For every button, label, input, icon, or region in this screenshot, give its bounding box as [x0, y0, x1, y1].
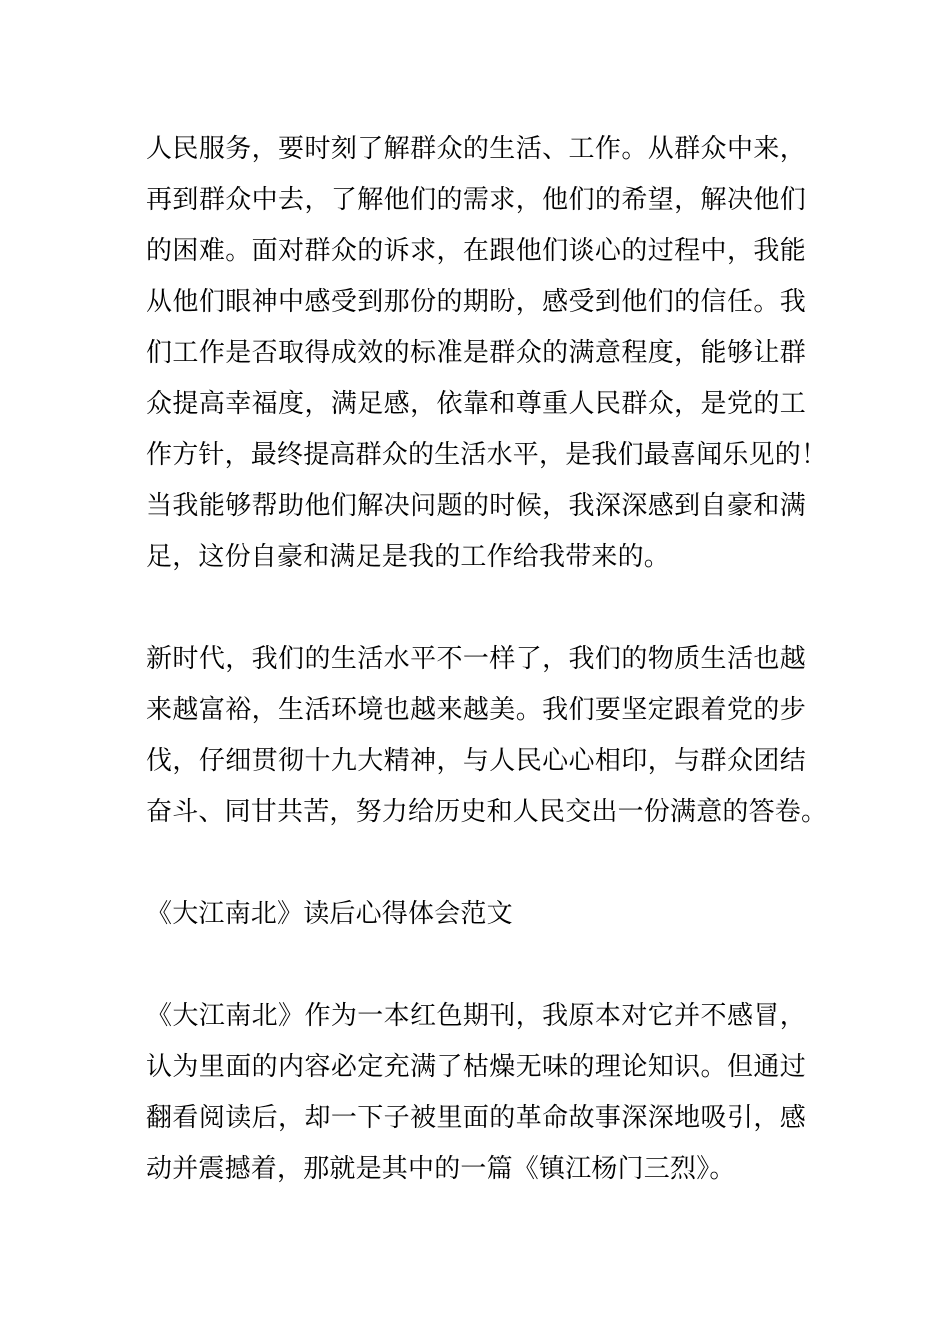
paragraph-new-era — [146, 634, 828, 838]
text-line: 翻看阅读后，却一下子被里面的革命故事深深地吸引，感 — [146, 1103, 806, 1133]
text-line: 的困难。面对群众的诉求，在跟他们谈心的过程中，我能 — [146, 236, 806, 266]
paragraph-spacer — [146, 838, 806, 889]
text-line: 当我能够帮助他们解决问题的时候，我深深感到自豪和满 — [146, 491, 806, 521]
paragraph-review — [146, 991, 806, 1195]
text-line: 来越富裕，生活环境也越来越美。我们要坚定跟着党的步 — [146, 695, 806, 725]
document-body — [146, 124, 828, 1195]
text-line: 认为里面的内容必定充满了枯燥无味的理论知识。但通过 — [146, 1052, 806, 1082]
text-line: 从他们眼神中感受到那份的期盼，感受到他们的信任。我 — [146, 287, 806, 317]
text-line: 人民服务，要时刻了解群众的生活、工作。从群众中来， — [146, 134, 806, 164]
text-line: 众提高幸福度，满足感，依靠和尊重人民群众，是党的工 — [146, 389, 806, 419]
text-line: 奋斗、同甘共苦，努力给历史和人民交出一份满意的答卷。 — [146, 797, 828, 827]
text-line: 《大江南北》作为一本红色期刊，我原本对它并不感冒， — [146, 1001, 806, 1031]
text-line: 动并震撼着，那就是其中的一篇《镇江杨门三烈》。 — [146, 1154, 736, 1184]
text-line: 新时代，我们的生活水平不一样了，我们的物质生活也越 — [146, 644, 806, 674]
section-heading: 《大江南北》读后心得体会范文 — [146, 899, 513, 929]
text-line: 们工作是否取得成效的标准是群众的满意程度，能够让群 — [146, 338, 806, 368]
text-line: 再到群众中去，了解他们的需求，他们的希望，解决他们 — [146, 185, 806, 215]
paragraph-spacer — [146, 940, 806, 991]
text-line: 作方针，最终提高群众的生活水平，是我们最喜闻乐见的！ — [146, 440, 828, 470]
paragraph-service — [146, 124, 828, 583]
text-line: 足，这份自豪和满足是我的工作给我带来的。 — [146, 542, 671, 572]
text-line: 伐，仔细贯彻十九大精神，与人民心心相印，与群众团结 — [146, 746, 806, 776]
paragraph-spacer — [146, 583, 806, 634]
